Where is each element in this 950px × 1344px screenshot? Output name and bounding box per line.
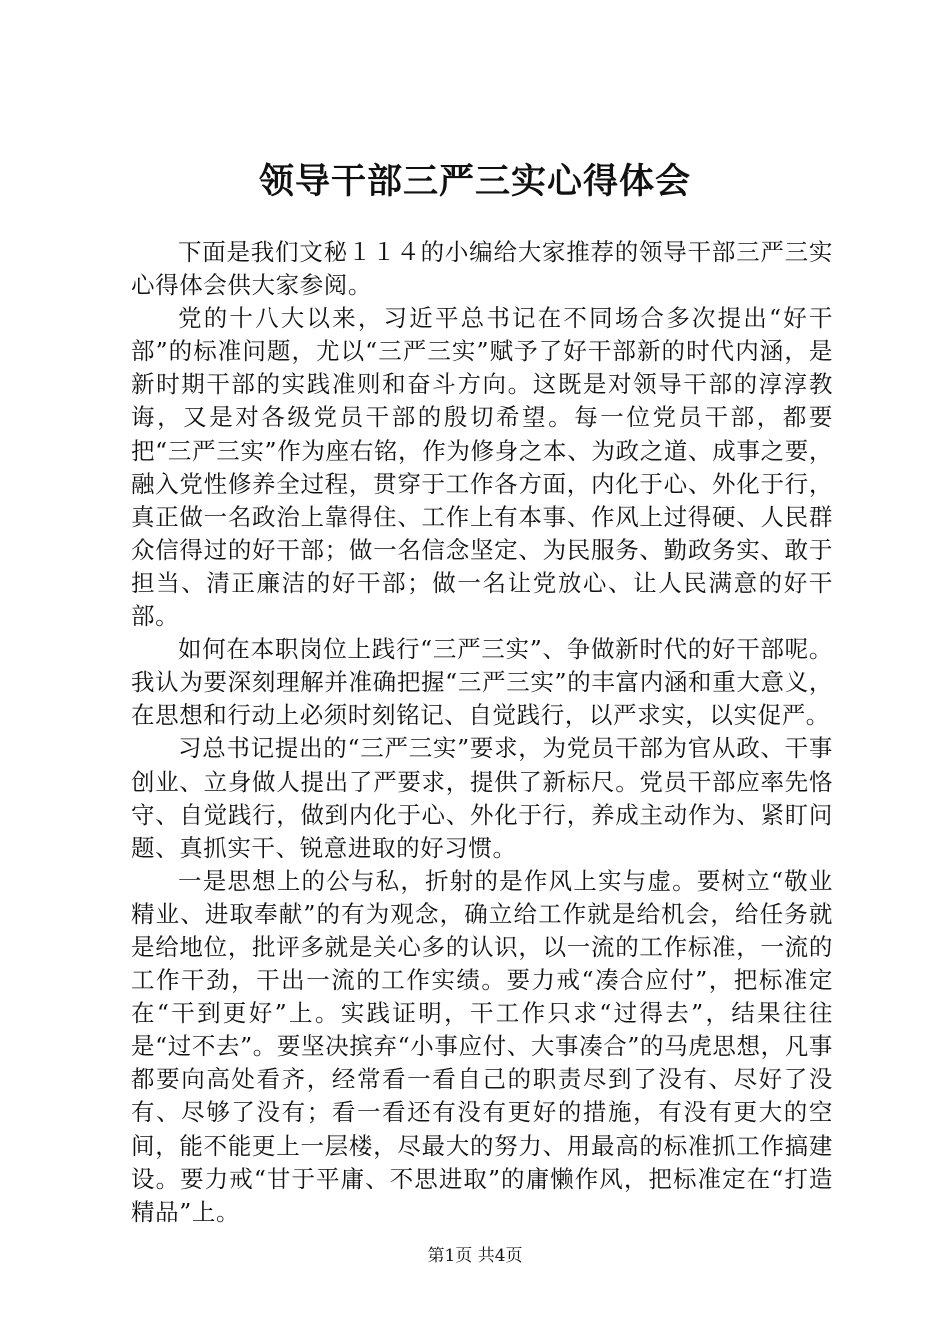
- paragraph-requirements: 习总书记提出的“三严三实”要求，为党员干部为官从政、干事创业、立身做人提出了严要求，提供了新标尺。党员干部应率先恪守、自觉践行，做到内化于心、外化于行，养成主动作为、紧盯问题、真抓实干、锐意进取的好习惯。: [131, 734, 833, 862]
- paragraph-point-one: 一是思想上的公与私，折射的是作风上实与虚。要树立“敬业精业、进取奉献”的有为观念，确立给工作就是给机会，给任务就是给地位，批评多就是关心多的认识，以一流的工作标准，一流的工作干劲，干出一流的工作实绩。要力戒“凑合应付”，把标准定在“干到更好”上。实践证明，干工作只求“过得去”，结果往往是“过不去”。要坚决摈弃“小事应付、大事凑合”的马虎思想，凡事都要向高处看齐，经常看一看自己的职责尽到了没有、尽好了没有、尽够了没有；看一看还有没有更好的措施，有没有更大的空间，能不能更上一层楼，尽最大的努力、用最高的标准抓工作搞建设。要力戒“甘于平庸、不思进取”的庸懒作风，把标准定在“打造精品”上。: [131, 866, 833, 1226]
- page-footer: 第1页 共4页: [427, 1246, 523, 1266]
- paragraph-practice: 如何在本职岗位上践行“三严三实”、争做新时代的好干部呢。我认为要深刻理解并准确把握“三严三实”的丰富内涵和重大意义，在思想和行动上必须时刻铭记、自觉践行，以严求实，以实促严。: [131, 635, 833, 730]
- paragraph-good-cadre: 党的十八大以来，习近平总书记在不同场合多次提出“好干部”的标准问题，尤以“三严三实”赋予了好干部新的时代内涵，是新时期干部的实践准则和奋斗方向。这既是对领导干部的淳淳教诲，又是对各级党员干部的殷切希望。每一位党员干部，都要把“三严三实”作为座右铭，作为修身之本、为政之道、成事之要，融入党性修养全过程，贯穿于工作各方面，内化于心、外化于行，真正做一名政治上靠得住、工作上有本事、作风上过得硬、人民群众信得过的好干部；做一名信念坚定、为民服务、勤政务实、敢于担当、清正廉洁的好干部；做一名让党放心、让人民满意的好干部。: [131, 304, 833, 631]
- document-title: 领导干部三严三实心得体会: [258, 161, 691, 202]
- document-body: [131, 236, 833, 1229]
- paragraph-intro: 下面是我们文秘１１４的小编给大家推荐的领导干部三严三实心得体会供大家参阅。: [131, 238, 833, 300]
